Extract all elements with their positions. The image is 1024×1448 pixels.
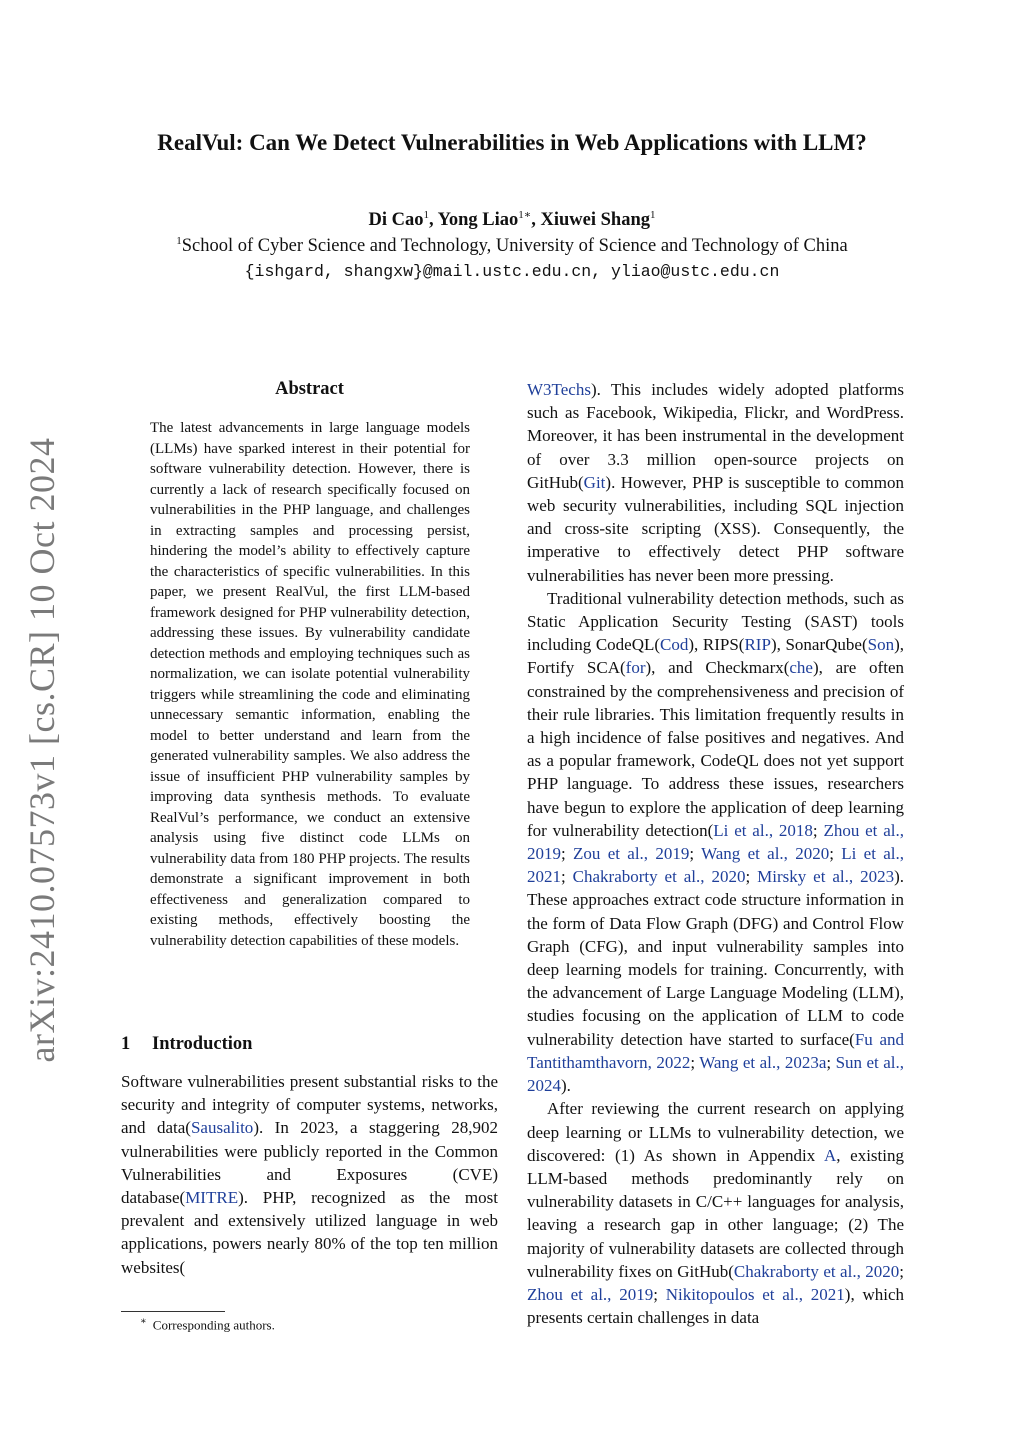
paragraph-text: ), which presents certain challenges in data bbox=[527, 1284, 904, 1328]
arxiv-identifier-stamp: arXiv:2410.07573v1 [cs.CR] 10 Oct 2024 bbox=[22, 437, 62, 1063]
paragraph-text: ), are often constrained by the comprehensiveness and precision of their rule libraries. This limitation frequently results in a high incidence of false positives and negatives. And as a popular framework, CodeQL does not yet support PHP language. To address these issues, researchers have begun to explore the application of deep learning for vulnerability detection( bbox=[527, 658, 904, 840]
citation-link[interactable]: Chakraborty et al., 2020 bbox=[572, 867, 746, 887]
paragraph-text: ), and Checkmarx( bbox=[645, 658, 790, 678]
paragraph-text: ), SonarQube( bbox=[770, 635, 868, 655]
citation-link[interactable]: Wang et al., 2020 bbox=[701, 844, 830, 864]
intro-paragraph-3 bbox=[527, 1097, 904, 1329]
author-name: Di Cao bbox=[368, 210, 424, 230]
author-name: Yong Liao bbox=[437, 210, 519, 230]
paragraph-text: Software vulnerabilities present substantial risks to the security and integrity of computer systems, networks, and data( bbox=[121, 1072, 498, 1138]
citation-link[interactable]: MITRE bbox=[185, 1188, 239, 1208]
paragraph-text: ; bbox=[690, 1052, 700, 1072]
citation-link[interactable]: Zhou et al., 2019 bbox=[527, 820, 904, 864]
paragraph-text: ). This includes widely adopted platforms such as Facebook, Wikipedia, Flickr, and WordPress. Moreover, it has been instrumental in the development of over 3.3 million open-source projects on GitHub( bbox=[527, 380, 904, 492]
paragraph-text: ). bbox=[561, 1076, 571, 1096]
citation-link[interactable]: Zhou et al., 2019 bbox=[527, 1284, 654, 1304]
affiliation-text: School of Cyber Science and Technology, University of Science and Technology of China bbox=[181, 236, 848, 256]
abstract-body: The latest advancements in large language models (LLMs) have sparked interest in their potential for software vulnerability detection. However, there is currently a lack of research specifically focused on vulnerabilities in the PHP language, and challenges in extracting samples and processing persist, hindering the model’s ability to effectively capture the characteristics of specific vulnerabilities. In this paper, we present RealVul, the first LLM-based framework designed for PHP vulnerability detection, addressing these issues. By vulnerability candidate detection methods and employing techniques such as normalization, we can isolate potential vulnerability triggers while streamlining the code and eliminating unnecessary semantic information, enabling the model to better understand and learn from the generated vulnerability samples. We also address the issue of insufficient PHP vulnerability samples by improving data synthesis methods. To evaluate RealVul’s performance, we conduct an extensive analysis using five distinct code LLMs on vulnerability data from 180 PHP projects. The results demonstrate a significant improvement in both effectiveness and generalization compared to existing methods, effectively boosting the vulnerability detection capabilities of these models. bbox=[150, 420, 470, 949]
paragraph-text: Traditional vulnerability detection methods, such as Static Application Security Testing (SAST) tools including CodeQL( bbox=[527, 588, 904, 655]
citation-link[interactable]: Li et al., 2021 bbox=[527, 844, 904, 887]
citation-link[interactable]: Chakraborty et al., 2020 bbox=[733, 1261, 900, 1281]
citation-link[interactable]: RIP bbox=[744, 635, 771, 655]
citation-link[interactable]: che bbox=[789, 658, 813, 678]
paragraph-text: ). These approaches extract code structure information in the form of Data Flow Graph (DFG) and Control Flow Graph (CFG), and input vulnerability samples into deep learning models for training. Concurrently, with the advancement of Large Language Modeling (LLM), studies focusing on the application of LLM to code vulnerability detection have started to surface( bbox=[527, 867, 904, 1049]
citation-link[interactable]: Sun et al., 2024 bbox=[527, 1052, 904, 1096]
citation-link[interactable]: W3Techs bbox=[527, 380, 591, 399]
author-separator: , bbox=[531, 210, 541, 230]
author-affiliation-mark: 1∗ bbox=[518, 208, 532, 221]
affiliation-mark: 1 bbox=[176, 234, 182, 247]
author-list bbox=[0, 210, 1024, 231]
footnote-mark: ∗ bbox=[140, 1316, 147, 1327]
author-affiliation bbox=[0, 236, 1024, 257]
paragraph-text: ; bbox=[826, 1052, 836, 1072]
abstract-heading: Abstract bbox=[275, 379, 344, 399]
paragraph-text: ), Fortify SCA( bbox=[527, 635, 904, 678]
citation-link[interactable]: Son bbox=[867, 635, 895, 655]
paper-title: RealVul: Can We Detect Vulnerabilities in Web Applications with LLM? bbox=[157, 130, 867, 155]
citation-link[interactable]: Fu and Tantithamthavorn, 2022 bbox=[527, 1029, 905, 1072]
paragraph-text: ; bbox=[829, 844, 842, 864]
citation-link[interactable]: Cod bbox=[660, 635, 689, 655]
citation-link[interactable]: Sausalito bbox=[190, 1118, 254, 1138]
section-heading-introduction bbox=[121, 1034, 252, 1055]
paragraph-text: ; bbox=[561, 844, 574, 864]
citation-link[interactable]: A bbox=[823, 1145, 837, 1165]
paragraph-text: ; bbox=[561, 867, 573, 887]
intro-paragraph-1-part-1 bbox=[121, 1070, 498, 1279]
paragraph-text: ). PHP, recognized as the most prevalent and extensively utilized language in web applications, powers nearly 80% of the top ten million websites( bbox=[121, 1188, 498, 1277]
author-affiliation-mark: 1 bbox=[423, 208, 429, 221]
paragraph-text: After reviewing the current research on applying deep learning or LLMs to vulnerability detection, we discovered: (1) As shown in Appendix bbox=[527, 1099, 904, 1165]
paragraph-text: ). In 2023, a staggering 28,902 vulnerabilities were publicly reported in the Common Vulnerabilities and Exposures (CVE) database( bbox=[121, 1118, 498, 1208]
citation-link[interactable]: Li et al., 2018 bbox=[713, 820, 813, 840]
citation-link[interactable]: Wang et al., 2023a bbox=[699, 1052, 827, 1072]
footnote-divider bbox=[121, 1311, 225, 1312]
paragraph-text: ; bbox=[899, 1261, 905, 1281]
paragraph-text: ; bbox=[689, 844, 702, 864]
footnote-text: Corresponding authors. bbox=[152, 1317, 275, 1333]
author-affiliation-mark: 1 bbox=[650, 208, 656, 221]
citation-link[interactable]: Nikitopoulos et al., 2021 bbox=[665, 1284, 845, 1304]
paragraph-text: ), RIPS( bbox=[688, 635, 745, 655]
paragraph-text: ; bbox=[745, 867, 758, 887]
paragraph-text: ; bbox=[653, 1284, 666, 1304]
citation-link[interactable]: Zou et al., 2019 bbox=[573, 844, 690, 864]
paragraph-text: , existing LLM-based methods predominantly rely on vulnerability datasets in C/C++ languages for analysis, leaving a research gap in other language; (2) The majority of vulnerability datasets are collected through vulnerability fixes on GitHub( bbox=[527, 1145, 904, 1281]
intro-right-column bbox=[527, 378, 904, 1329]
author-emails: {ishgard, shangxw}@mail.ustc.edu.cn, yliao@ustc.edu.cn bbox=[244, 262, 780, 281]
citation-link[interactable]: Mirsky et al., 2023 bbox=[757, 867, 895, 887]
section-title: Introduction bbox=[152, 1034, 253, 1054]
section-number: 1 bbox=[121, 1034, 131, 1054]
intro-paragraph-2 bbox=[527, 587, 904, 1097]
intro-paragraph-1-part-2 bbox=[527, 378, 904, 587]
author-separator: , bbox=[428, 210, 438, 230]
citation-link[interactable]: for bbox=[625, 658, 646, 678]
author-name: Xiuwei Shang bbox=[540, 210, 650, 230]
citation-link[interactable]: Git bbox=[583, 472, 606, 492]
paragraph-text: ; bbox=[812, 820, 824, 840]
intro-left-column bbox=[121, 1070, 498, 1279]
paragraph-text: ). However, PHP is susceptible to common web security vulnerabilities, including SQL injection and cross-site scripting (XSS). Consequently, the imperative to effectively detect PHP software vulnerabilities has never been more pressing. bbox=[527, 472, 904, 585]
footnote bbox=[140, 1316, 275, 1333]
